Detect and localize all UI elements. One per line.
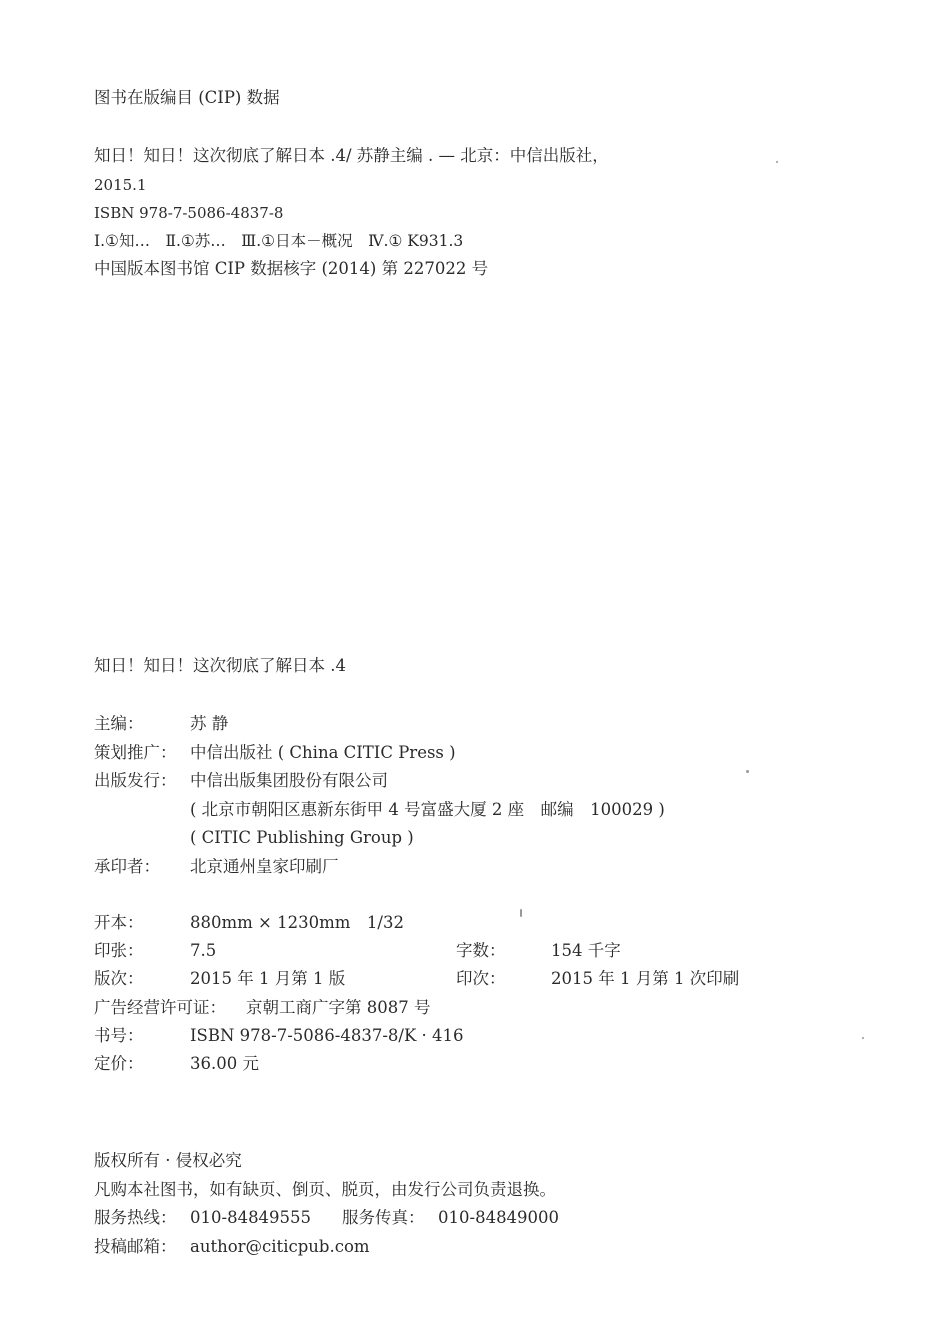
sheets-label: 印张： <box>94 941 144 960</box>
impression-label: 印次： <box>456 969 506 988</box>
scan-speck <box>862 1037 864 1039</box>
sheets-value: 7.5 <box>190 941 217 960</box>
cip-heading: 图书在版编目 (CIP) 数据 <box>94 88 280 107</box>
words-value: 154 千字 <box>551 941 621 960</box>
planner-value: 中信出版社 ( China CITIC Press ) <box>190 743 456 762</box>
price-value: 36.00 元 <box>190 1054 259 1073</box>
cip-record-number: 中国版本图书馆 CIP 数据核字 (2014) 第 227022 号 <box>94 259 489 278</box>
book-number-label: 书号： <box>94 1026 144 1045</box>
scan-speck <box>746 770 749 773</box>
publisher-value: 中信出版集团股份有限公司 <box>190 771 388 790</box>
fax-value: 010-84849000 <box>438 1208 560 1227</box>
editor-label: 主编： <box>94 714 144 733</box>
format-label: 开本： <box>94 913 144 932</box>
hotline-label: 服务热线： <box>94 1208 177 1227</box>
edition-label: 版次： <box>94 969 144 988</box>
email-label: 投稿邮箱： <box>94 1237 177 1256</box>
planner-label: 策划推广： <box>94 743 177 762</box>
format-value: 880mm × 1230mm 1/32 <box>190 913 404 932</box>
cip-isbn: ISBN 978-7-5086-4837-8 <box>94 204 284 222</box>
ad-license-label: 广告经营许可证： <box>94 998 226 1017</box>
returns-notice: 凡购本社图书，如有缺页、倒页、脱页，由发行公司负责退换。 <box>94 1180 556 1199</box>
cip-line-1: 知日！知日！这次彻底了解日本 .4/ 苏静主编 . — 北京：中信出版社， <box>94 146 609 165</box>
book-number-value: ISBN 978-7-5086-4837-8/K · 416 <box>190 1026 464 1045</box>
scan-speck <box>520 909 522 917</box>
publisher-label: 出版发行： <box>94 771 177 790</box>
printer-value: 北京通州皇家印刷厂 <box>190 857 339 876</box>
edition-value: 2015 年 1 月第 1 版 <box>190 969 346 988</box>
price-label: 定价： <box>94 1054 144 1073</box>
cip-classification: Ⅰ.①知… Ⅱ.①苏… Ⅲ.①日本－概况 Ⅳ.① K931.3 <box>94 232 464 250</box>
publisher-address: ( 北京市朝阳区惠新东街甲 4 号富盛大厦 2 座 邮编 100029 ) <box>190 800 665 819</box>
impression-value: 2015 年 1 月第 1 次印刷 <box>551 969 740 988</box>
publisher-english: ( CITIC Publishing Group ) <box>190 828 414 847</box>
words-label: 字数： <box>456 941 506 960</box>
book-title: 知日！知日！这次彻底了解日本 .4 <box>94 656 346 675</box>
ad-license-value: 京朝工商广字第 8087 号 <box>246 998 431 1017</box>
scan-speck <box>776 161 778 163</box>
hotline-value: 010-84849555 <box>190 1208 312 1227</box>
printer-label: 承印者： <box>94 857 160 876</box>
rights-notice: 版权所有 · 侵权必究 <box>94 1151 242 1170</box>
editor-value: 苏 静 <box>190 714 229 733</box>
fax-label: 服务传真： <box>342 1208 425 1227</box>
cip-line-2: 2015.1 <box>94 176 147 194</box>
email-value: author@citicpub.com <box>190 1237 370 1256</box>
